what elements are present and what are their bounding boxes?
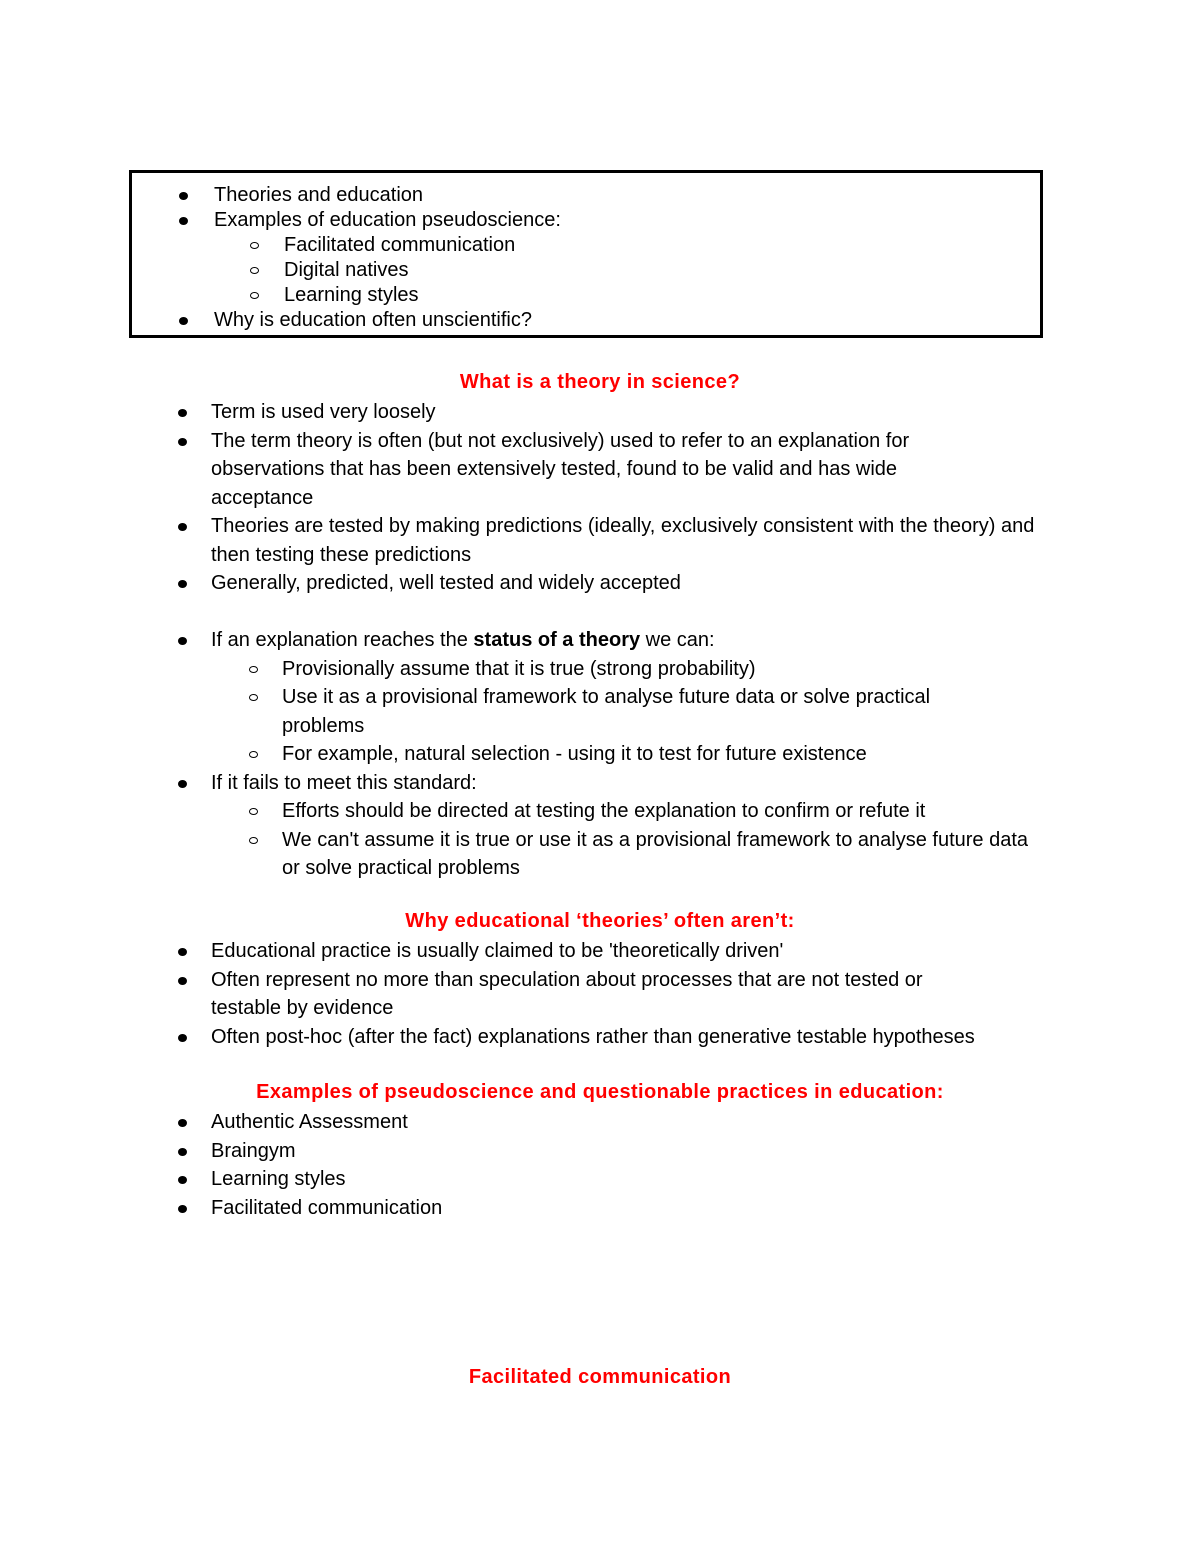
- pseudoscience-list: [0, 1108, 1200, 1222]
- bullet-icon: [179, 192, 188, 200]
- list-item: Term is used very loosely: [0, 398, 1200, 427]
- list-item: The term theory is often (but not exclusively) used to refer to an explanation for observations that has been extensively tested, found to be valid and has wide acceptance: [0, 427, 1200, 513]
- circle-bullet-icon: [250, 242, 259, 249]
- circle-bullet-icon: [249, 694, 258, 701]
- educational-theories-list: [0, 937, 1200, 1051]
- section-heading-educational-theories: Why educational ‘theories’ often aren’t:: [405, 910, 795, 932]
- list-item: Facilitated communication: [132, 233, 1032, 258]
- list-item: Learning styles: [132, 283, 1032, 308]
- bullet-icon: [178, 1176, 187, 1184]
- bullet-icon: [178, 1148, 187, 1156]
- list-item: We can't assume it is true or use it as a provisional framework to analyse future data or solve practical problems: [0, 826, 1200, 883]
- list-item: Theories are tested by making predictions (ideally, exclusively consistent with the theory) and then testing these predictions: [0, 512, 1200, 569]
- bullet-icon: [178, 1034, 187, 1042]
- list-item: Theories and education: [132, 183, 1032, 208]
- bullet-icon: [178, 409, 187, 417]
- list-item: Provisionally assume that it is true (strong probability): [0, 655, 1200, 684]
- bullet-icon: [178, 1119, 187, 1127]
- list-item: Digital natives: [132, 258, 1032, 283]
- bullet-icon: [179, 317, 188, 325]
- section-heading-facilitated-communication: Facilitated communication: [468, 1366, 732, 1388]
- theory-status-list: [0, 626, 1200, 883]
- bullet-icon: [178, 523, 187, 531]
- circle-bullet-icon: [249, 666, 258, 673]
- bullet-icon: [178, 1205, 187, 1213]
- list-item: Braingym: [0, 1137, 1200, 1166]
- bullet-icon: [178, 637, 187, 645]
- list-item: If an explanation reaches the status of a theory we can:: [0, 626, 1200, 655]
- list-item: For example, natural selection - using it to test for future existence: [0, 740, 1200, 769]
- bullet-icon: [178, 977, 187, 985]
- section-heading-theory: What is a theory in science?: [459, 371, 741, 393]
- section-heading-pseudoscience-examples: Examples of pseudoscience and questionable practices in education:: [256, 1081, 944, 1103]
- list-item: Efforts should be directed at testing the explanation to confirm or refute it: [0, 797, 1200, 826]
- list-item: Facilitated communication: [0, 1194, 1200, 1223]
- list-item: Use it as a provisional framework to analyse future data or solve practical problems: [0, 683, 1200, 740]
- list-item: Authentic Assessment: [0, 1108, 1200, 1137]
- circle-bullet-icon: [250, 267, 259, 274]
- list-item: Often post-hoc (after the fact) explanations rather than generative testable hypotheses: [0, 1023, 1200, 1052]
- list-item: If it fails to meet this standard:: [0, 769, 1200, 798]
- theory-list: [0, 398, 1200, 598]
- list-item: Educational practice is usually claimed to be 'theoretically driven': [0, 937, 1200, 966]
- list-item: Why is education often unscientific?: [132, 308, 1032, 333]
- circle-bullet-icon: [249, 751, 258, 758]
- summary-box: [129, 170, 1043, 338]
- bullet-icon: [178, 580, 187, 588]
- bullet-icon: [178, 438, 187, 446]
- list-item: Examples of education pseudoscience:: [132, 208, 1032, 233]
- bullet-icon: [178, 948, 187, 956]
- circle-bullet-icon: [249, 808, 258, 815]
- list-item: Often represent no more than speculation about processes that are not tested or testable by evidence: [0, 966, 1200, 1023]
- bullet-icon: [179, 217, 188, 225]
- summary-list: [132, 183, 1032, 333]
- circle-bullet-icon: [250, 292, 259, 299]
- list-item: Generally, predicted, well tested and widely accepted: [0, 569, 1200, 598]
- bullet-icon: [178, 780, 187, 788]
- circle-bullet-icon: [249, 837, 258, 844]
- list-item: Learning styles: [0, 1165, 1200, 1194]
